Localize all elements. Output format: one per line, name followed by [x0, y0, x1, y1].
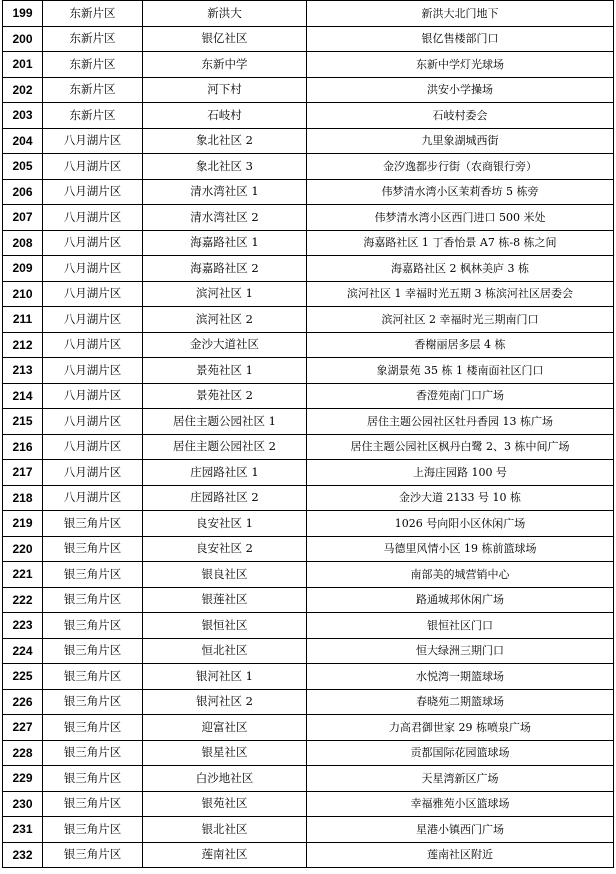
district-cell: 东新片区: [43, 103, 143, 129]
location-cell: 石岐村委会: [307, 103, 614, 129]
row-number-cell: 230: [3, 791, 43, 817]
row-number-cell: 216: [3, 434, 43, 460]
table-row: [3, 817, 614, 843]
row-number-cell: 227: [3, 715, 43, 741]
community-cell: 居住主题公园社区 2: [143, 434, 307, 460]
row-number-cell: 199: [3, 1, 43, 27]
row-number-cell: 215: [3, 409, 43, 435]
table-row: [3, 332, 614, 358]
table-row: [3, 179, 614, 205]
location-cell: 伟梦清水湾小区西门进口 500 米处: [307, 205, 614, 231]
district-cell: 八月湖片区: [43, 230, 143, 256]
district-cell: 八月湖片区: [43, 281, 143, 307]
location-cell: 象湖景苑 35 栋 1 楼南面社区门口: [307, 358, 614, 384]
location-cell: 恒大绿洲三期门口: [307, 638, 614, 664]
row-number-cell: 220: [3, 536, 43, 562]
row-number-cell: 213: [3, 358, 43, 384]
location-cell: 金汐逸都步行街（农商银行旁）: [307, 154, 614, 180]
row-number-cell: 225: [3, 664, 43, 690]
community-cell: 庄园路社区 1: [143, 460, 307, 486]
row-number-cell: 229: [3, 766, 43, 792]
table-row: [3, 358, 614, 384]
location-cell: 居住主题公园社区枫丹白鹭 2、3 栋中间广场: [307, 434, 614, 460]
district-cell: 东新片区: [43, 52, 143, 78]
community-cell: 恒北社区: [143, 638, 307, 664]
row-number-cell: 209: [3, 256, 43, 282]
community-cell: 银恒社区: [143, 613, 307, 639]
table-row: [3, 281, 614, 307]
location-cell: 星港小镇西门广场: [307, 817, 614, 843]
location-cell: 九里象湖城西街: [307, 128, 614, 154]
district-cell: 银三角片区: [43, 664, 143, 690]
district-cell: 银三角片区: [43, 740, 143, 766]
table-row: [3, 511, 614, 537]
district-cell: 东新片区: [43, 77, 143, 103]
location-cell: 银亿售楼部门口: [307, 26, 614, 52]
location-cell: 春晓苑二期篮球场: [307, 689, 614, 715]
community-cell: 清水湾社区 1: [143, 179, 307, 205]
district-cell: 八月湖片区: [43, 256, 143, 282]
table-row: [3, 536, 614, 562]
district-cell: 银三角片区: [43, 842, 143, 868]
table-row: [3, 613, 614, 639]
table-row: [3, 256, 614, 282]
community-cell: 居住主题公园社区 1: [143, 409, 307, 435]
location-cell: 水悦湾一期篮球场: [307, 664, 614, 690]
community-cell: 象北社区 2: [143, 128, 307, 154]
district-cell: 银三角片区: [43, 715, 143, 741]
location-cell: 新洪大北门地下: [307, 1, 614, 27]
table-row: [3, 740, 614, 766]
community-cell: 海嘉路社区 2: [143, 256, 307, 282]
community-cell: 清水湾社区 2: [143, 205, 307, 231]
location-cell: 洪安小学操场: [307, 77, 614, 103]
location-cell: 居住主题公园社区牡丹香园 13 栋广场: [307, 409, 614, 435]
table-row: [3, 1, 614, 27]
community-cell: 新洪大: [143, 1, 307, 27]
table-row: [3, 205, 614, 231]
community-cell: 银北社区: [143, 817, 307, 843]
community-cell: 滨河社区 1: [143, 281, 307, 307]
row-number-cell: 228: [3, 740, 43, 766]
row-number-cell: 212: [3, 332, 43, 358]
table-row: [3, 434, 614, 460]
community-cell: 金沙大道社区: [143, 332, 307, 358]
row-number-cell: 208: [3, 230, 43, 256]
district-cell: 银三角片区: [43, 511, 143, 537]
district-cell: 银三角片区: [43, 766, 143, 792]
row-number-cell: 226: [3, 689, 43, 715]
row-number-cell: 223: [3, 613, 43, 639]
table-row: [3, 26, 614, 52]
table-row: [3, 230, 614, 256]
community-cell: 银亿社区: [143, 26, 307, 52]
row-number-cell: 203: [3, 103, 43, 129]
location-cell: 海嘉路社区 2 枫林美庐 3 栋: [307, 256, 614, 282]
location-cell: 香榭丽居多层 4 栋: [307, 332, 614, 358]
table-row: [3, 460, 614, 486]
community-cell: 银星社区: [143, 740, 307, 766]
table-row: [3, 307, 614, 333]
table-row: [3, 587, 614, 613]
district-cell: 东新片区: [43, 26, 143, 52]
table-row: [3, 791, 614, 817]
community-cell: 东新中学: [143, 52, 307, 78]
table-body: [3, 1, 614, 868]
district-cell: 八月湖片区: [43, 434, 143, 460]
row-number-cell: 217: [3, 460, 43, 486]
district-cell: 银三角片区: [43, 536, 143, 562]
location-cell: 滨河社区 1 幸福时光五期 3 栋滨河社区居委会: [307, 281, 614, 307]
row-number-cell: 224: [3, 638, 43, 664]
location-cell: 东新中学灯光球场: [307, 52, 614, 78]
location-cell: 香澄苑南门口广场: [307, 383, 614, 409]
row-number-cell: 219: [3, 511, 43, 537]
community-cell: 银河社区 2: [143, 689, 307, 715]
table-row: [3, 154, 614, 180]
district-cell: 八月湖片区: [43, 179, 143, 205]
table-row: [3, 766, 614, 792]
community-cell: 银河社区 1: [143, 664, 307, 690]
table-row: [3, 664, 614, 690]
community-cell: 河下村: [143, 77, 307, 103]
district-cell: 银三角片区: [43, 817, 143, 843]
location-cell: 南部美的城营销中心: [307, 562, 614, 588]
row-number-cell: 206: [3, 179, 43, 205]
table-row: [3, 77, 614, 103]
table-row: [3, 689, 614, 715]
district-cell: 银三角片区: [43, 689, 143, 715]
location-cell: 天星湾新区广场: [307, 766, 614, 792]
location-cell: 滨河社区 2 幸福时光三期南门口: [307, 307, 614, 333]
table-row: [3, 842, 614, 868]
district-cell: 八月湖片区: [43, 460, 143, 486]
row-number-cell: 211: [3, 307, 43, 333]
district-cell: 八月湖片区: [43, 383, 143, 409]
community-cell: 良安社区 1: [143, 511, 307, 537]
table-row: [3, 562, 614, 588]
district-cell: 八月湖片区: [43, 358, 143, 384]
community-cell: 庄园路社区 2: [143, 485, 307, 511]
district-cell: 八月湖片区: [43, 332, 143, 358]
table-row: [3, 485, 614, 511]
table-row: [3, 638, 614, 664]
location-cell: 金沙大道 2133 号 10 栋: [307, 485, 614, 511]
district-cell: 银三角片区: [43, 587, 143, 613]
row-number-cell: 204: [3, 128, 43, 154]
community-cell: 银良社区: [143, 562, 307, 588]
community-cell: 白沙地社区: [143, 766, 307, 792]
location-cell: 海嘉路社区 1 丁香怡景 A7 栋-8 栋之间: [307, 230, 614, 256]
district-cell: 银三角片区: [43, 562, 143, 588]
district-cell: 银三角片区: [43, 638, 143, 664]
community-cell: 景苑社区 2: [143, 383, 307, 409]
row-number-cell: 210: [3, 281, 43, 307]
community-cell: 迎富社区: [143, 715, 307, 741]
row-number-cell: 201: [3, 52, 43, 78]
row-number-cell: 200: [3, 26, 43, 52]
location-cell: 上海庄园路 100 号: [307, 460, 614, 486]
location-cell: 伟梦清水湾小区茉莉香坊 5 栋旁: [307, 179, 614, 205]
district-cell: 八月湖片区: [43, 128, 143, 154]
district-cell: 银三角片区: [43, 791, 143, 817]
row-number-cell: 202: [3, 77, 43, 103]
row-number-cell: 218: [3, 485, 43, 511]
community-cell: 银莲社区: [143, 587, 307, 613]
location-cell: 幸福雅苑小区篮球场: [307, 791, 614, 817]
district-cell: 东新片区: [43, 1, 143, 27]
community-cell: 景苑社区 1: [143, 358, 307, 384]
row-number-cell: 231: [3, 817, 43, 843]
community-cell: 滨河社区 2: [143, 307, 307, 333]
location-cell: 马德里风情小区 19 栋前篮球场: [307, 536, 614, 562]
table-row: [3, 128, 614, 154]
district-cell: 八月湖片区: [43, 307, 143, 333]
community-cell: 良安社区 2: [143, 536, 307, 562]
table-row: [3, 409, 614, 435]
row-number-cell: 205: [3, 154, 43, 180]
location-cell: 莲南社区附近: [307, 842, 614, 868]
community-cell: 石岐村: [143, 103, 307, 129]
location-cell: 银恒社区门口: [307, 613, 614, 639]
row-number-cell: 214: [3, 383, 43, 409]
table-row: [3, 383, 614, 409]
table-row: [3, 715, 614, 741]
district-cell: 八月湖片区: [43, 485, 143, 511]
community-cell: 银苑社区: [143, 791, 307, 817]
district-cell: 八月湖片区: [43, 409, 143, 435]
community-cell: 象北社区 3: [143, 154, 307, 180]
row-number-cell: 221: [3, 562, 43, 588]
community-cell: 莲南社区: [143, 842, 307, 868]
row-number-cell: 232: [3, 842, 43, 868]
site-list-table: [2, 0, 614, 868]
row-number-cell: 207: [3, 205, 43, 231]
location-cell: 路通城邦休闲广场: [307, 587, 614, 613]
community-cell: 海嘉路社区 1: [143, 230, 307, 256]
row-number-cell: 222: [3, 587, 43, 613]
district-cell: 银三角片区: [43, 613, 143, 639]
location-cell: 1026 号向阳小区休闲广场: [307, 511, 614, 537]
district-cell: 八月湖片区: [43, 205, 143, 231]
table-row: [3, 103, 614, 129]
table-row: [3, 52, 614, 78]
location-cell: 力高君御世家 29 栋喷泉广场: [307, 715, 614, 741]
location-cell: 贡都国际花园篮球场: [307, 740, 614, 766]
district-cell: 八月湖片区: [43, 154, 143, 180]
